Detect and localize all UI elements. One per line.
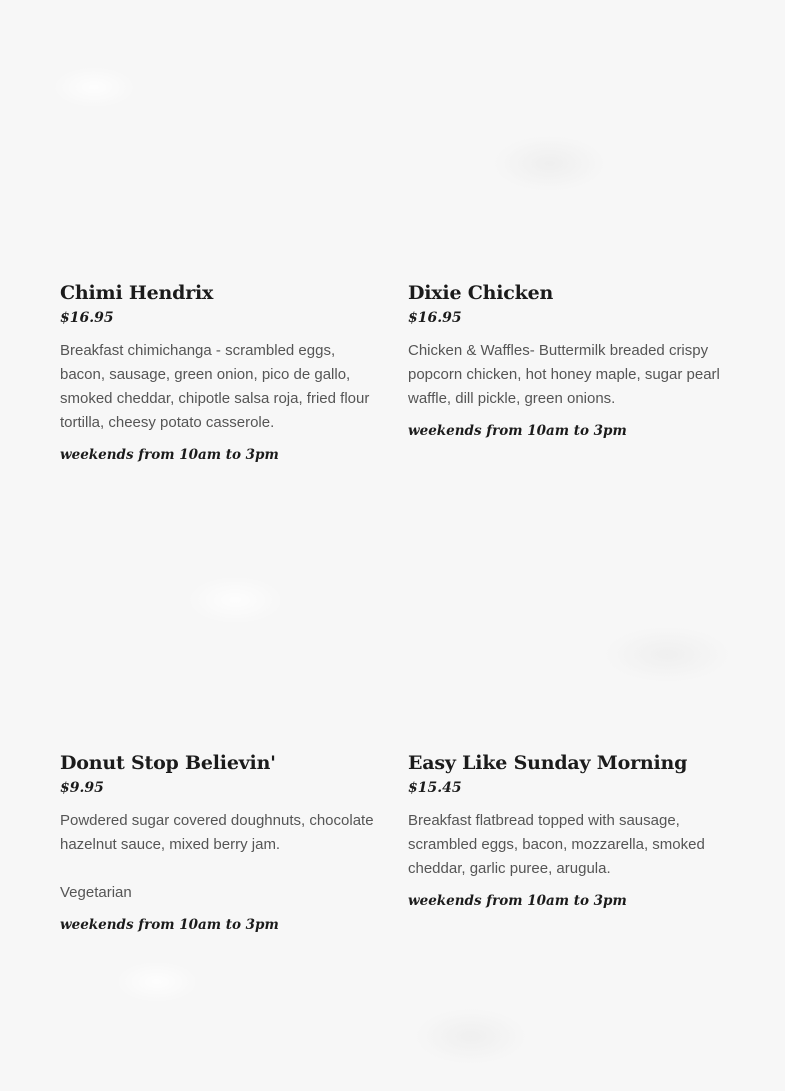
item-price: $9.95 (60, 780, 104, 796)
item-description: Breakfast chimichanga - scrambled eggs, bacon, sausage, green onion, pico de gallo, smoked cheddar, chipotle salsa roja, fried flour tortilla, cheesy potato casserole. (60, 342, 370, 431)
item-description: Chicken & Waffles- Buttermilk breaded crispy popcorn chicken, hot honey maple, sugar pearl waffle, dill pickle, green onions. (408, 342, 720, 407)
item-description: Powdered sugar covered doughnuts, chocolate hazelnut sauce, mixed berry jam. (60, 812, 374, 853)
item-hours: weekends from 10am to 3pm (60, 447, 279, 463)
item-title: Chimi Hendrix (60, 282, 214, 304)
item-title: Donut Stop Believin' (60, 752, 276, 774)
item-hours: weekends from 10am to 3pm (408, 893, 627, 909)
dietary-note: Vegetarian (60, 884, 132, 901)
menu-item-donut-stop-believin (60, 751, 380, 934)
menu-item-easy-like-sunday-morning (408, 751, 728, 910)
item-price: $16.95 (60, 310, 114, 326)
menu-item-dixie-chicken (408, 281, 728, 440)
item-title: Dixie Chicken (408, 282, 554, 304)
item-description: Breakfast flatbread topped with sausage, scrambled eggs, bacon, mozzarella, smoked cheddar, garlic puree, arugula. (408, 812, 705, 877)
item-hours: weekends from 10am to 3pm (408, 423, 627, 439)
menu-item-chimi-hendrix (60, 281, 380, 464)
item-price: $16.95 (408, 310, 462, 326)
item-hours: weekends from 10am to 3pm (60, 917, 279, 933)
item-title: Easy Like Sunday Morning (408, 752, 688, 774)
item-price: $15.45 (408, 780, 462, 796)
